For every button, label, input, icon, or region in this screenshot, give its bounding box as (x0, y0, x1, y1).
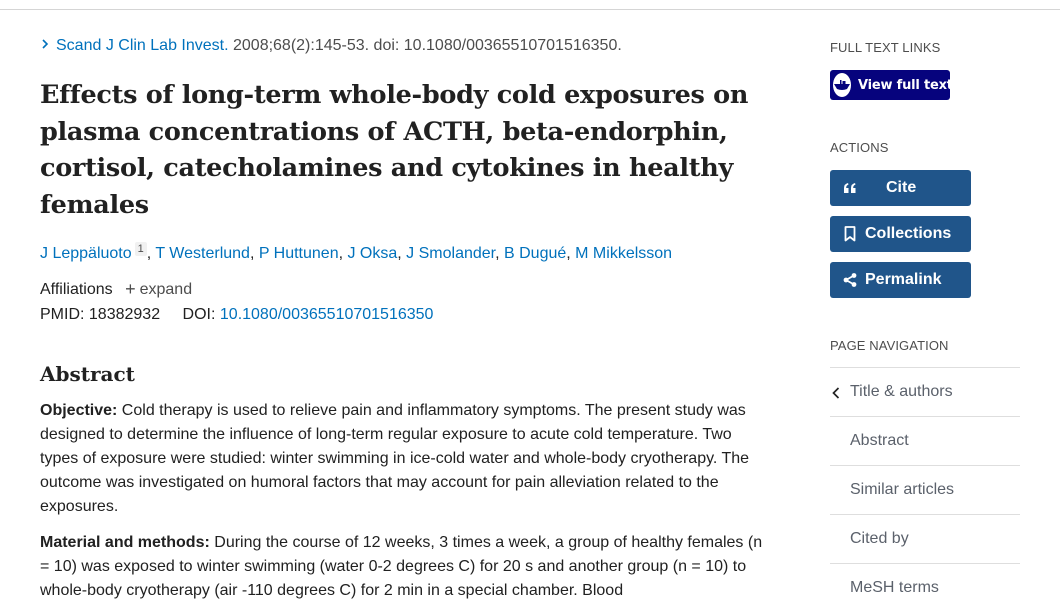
affiliations-row (40, 279, 192, 300)
nav-item-mesh-terms[interactable]: MeSH terms (830, 564, 1020, 600)
permalink-button[interactable]: Permalink (830, 262, 971, 298)
author-link[interactable]: J Leppäluoto (40, 245, 132, 262)
top-divider (0, 9, 1060, 10)
bookmark-icon (842, 226, 858, 242)
author-link[interactable]: J Oksa (347, 245, 398, 262)
affiliations-expand-button[interactable]: + expand (125, 279, 193, 299)
author-link[interactable]: P Huttunen (258, 245, 339, 262)
doi-label: DOI: (182, 306, 216, 323)
author-link[interactable]: T Westerlund (155, 245, 250, 262)
nav-item-title-authors[interactable]: Title & authors (830, 368, 1020, 417)
share-icon (842, 272, 858, 288)
article-title: Effects of long-term whole-body cold exposures on plasma concentrations of ACTH, beta-endorphin, cortisol, catecholamines and cytokines in healthy females (40, 80, 749, 220)
view-full-text-button[interactable]: View full text (830, 70, 950, 100)
chevron-left-icon (832, 387, 840, 399)
chevron-right-icon[interactable] (40, 39, 50, 49)
journal-link[interactable]: Scand J Clin Lab Invest. (56, 37, 229, 54)
abstract-heading: Abstract (40, 362, 135, 386)
nav-item-similar-articles[interactable]: Similar articles (830, 466, 1020, 515)
citation-line (40, 37, 622, 55)
nav-item-cited-by[interactable]: Cited by (830, 515, 1020, 564)
author-link[interactable]: J Smolander (406, 245, 496, 262)
citation-details: 2008;68(2):145-53. doi: 10.1080/00365510701516350. (228, 37, 622, 54)
quote-icon (842, 180, 858, 196)
doi-link[interactable]: 10.1080/00365510701516350 (219, 306, 434, 323)
actions-heading: ACTIONS (830, 140, 889, 155)
author-link[interactable]: M Mikkelsson (575, 245, 673, 262)
section-label: Objective: (40, 402, 118, 419)
abstract-methods: Material and methods: During the course of 12 weeks, 3 times a week, a group of healthy females (n = 10) was exposed to winter swimming (water 0-2 degrees C) for 20 s and another group (n = 10) to whole-body cryotherapy (air -110 degrees C) for 2 min in a special chamber. Blood (40, 534, 763, 599)
page-navigation-heading: PAGE NAVIGATION (830, 338, 949, 353)
section-label: Material and methods: (40, 534, 210, 551)
author-list: J Leppäluoto $^1$ , T Westerlund, P Huttunen, J Oksa, J Smolander, B Dugué, M Mikkelsson (40, 243, 673, 262)
publisher-logo-icon (833, 73, 851, 97)
cite-button[interactable]: Cite (830, 170, 971, 206)
plus-icon: + (125, 279, 136, 299)
nav-item-abstract[interactable]: Abstract (830, 417, 1020, 466)
full-text-links-heading: FULL TEXT LINKS (830, 40, 941, 55)
pmid-value: 18382932 (88, 306, 161, 323)
abstract-objective: Objective: Cold therapy is used to relieve pain and inflammatory symptoms. The present study was designed to determine the influence of long-term regular exposure to acute cold temperature. Two types of exposure were studied: winter swimming in ice-cold water and whole-body cryotherapy. The outcome was investigated on humoral factors that may account for pain alleviation related to the exposures. (40, 402, 750, 515)
author-link[interactable]: B Dugué (504, 245, 567, 262)
identifiers-row (40, 306, 433, 324)
collections-button[interactable]: Collections (830, 216, 971, 252)
affiliations-label: Affiliations (40, 281, 113, 298)
pmid-label: PMID: (40, 306, 85, 323)
affiliation-marker[interactable]: 1 (135, 242, 147, 256)
page-navigation-list (830, 367, 1020, 600)
